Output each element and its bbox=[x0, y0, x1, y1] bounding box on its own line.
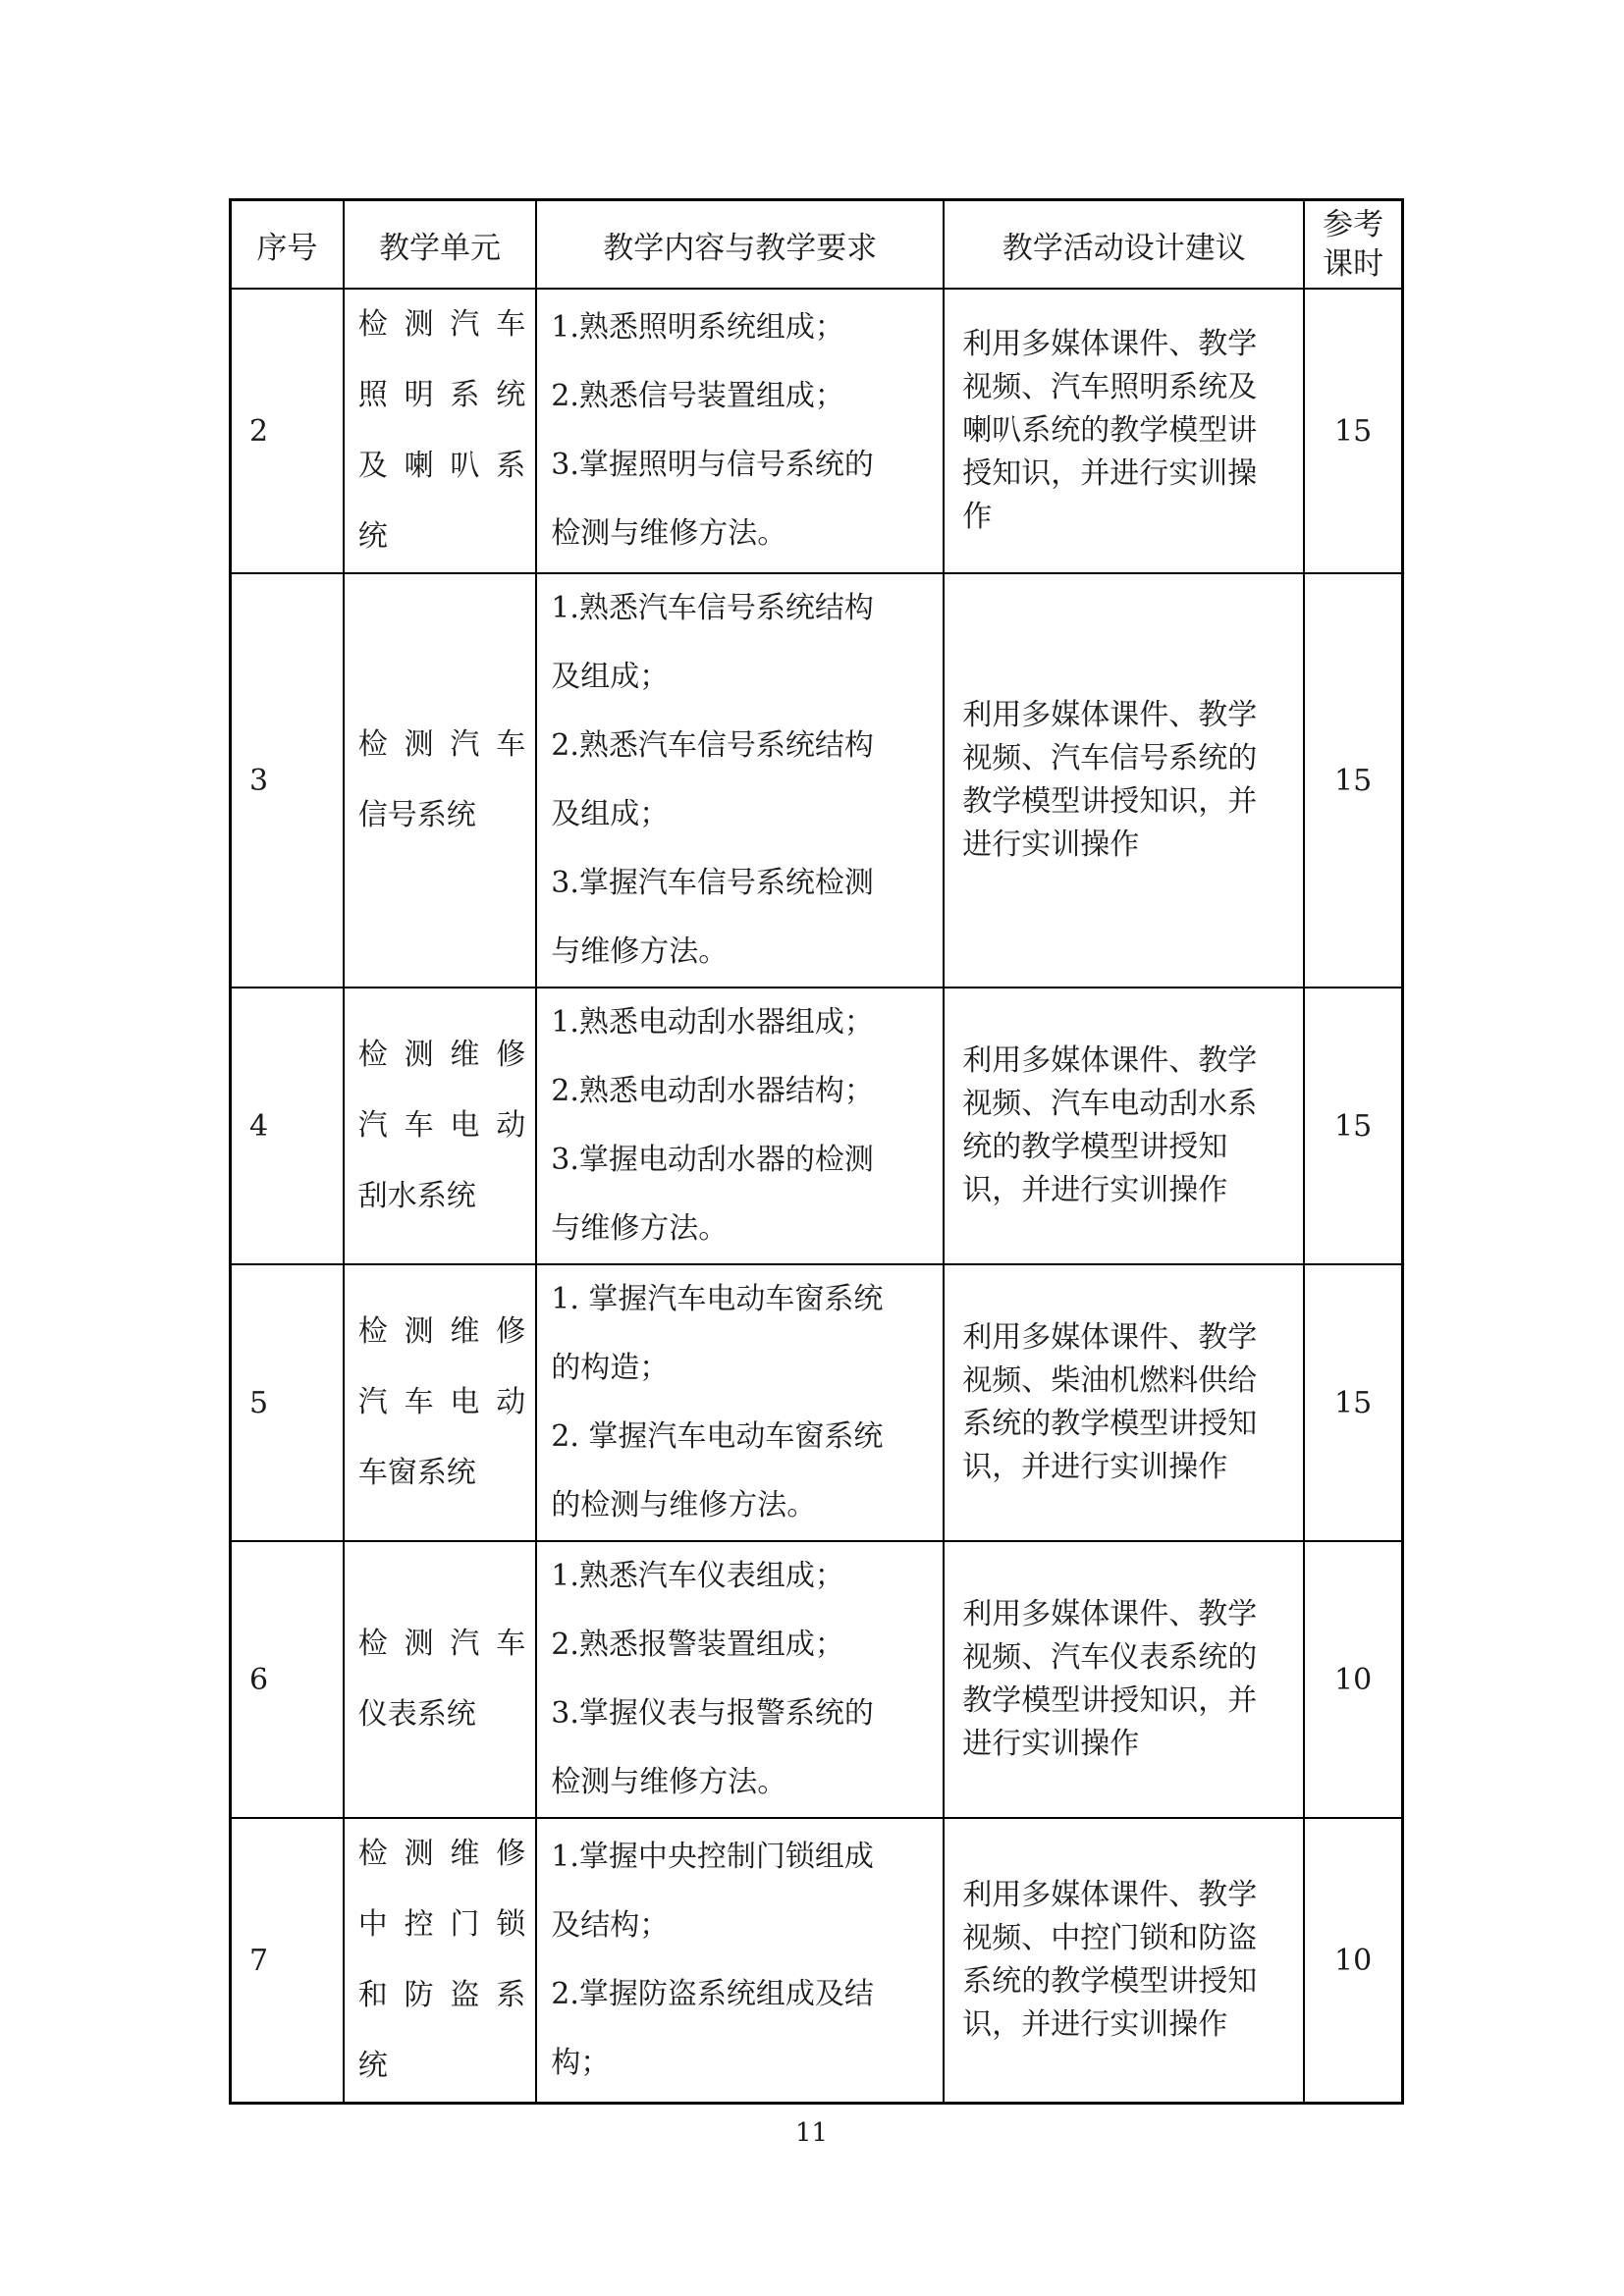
unit-line: 检 测 汽 车 bbox=[357, 307, 526, 342]
content-line: 1.熟悉照明系统组成； bbox=[551, 310, 844, 345]
unit-line: 照 明 系 统 bbox=[357, 378, 526, 412]
activity-line: 识，并进行实训操作 bbox=[962, 1173, 1228, 1207]
content-line: 3.掌握仪表与报警系统的 bbox=[551, 1696, 874, 1731]
teaching-unit bbox=[344, 1818, 536, 2104]
content-line: 3.掌握汽车信号系统检测 bbox=[551, 866, 874, 900]
unit-line: 汽 车 电 动 bbox=[357, 1385, 526, 1419]
table-row bbox=[231, 289, 1403, 573]
unit-line: 及 喇 叭 系 bbox=[357, 449, 526, 483]
teaching-content bbox=[536, 988, 944, 1264]
content-line: 与维修方法。 bbox=[551, 1211, 729, 1246]
reference-hours: 10 bbox=[1304, 1541, 1402, 1818]
row-index: 3 bbox=[231, 573, 344, 988]
activity-line: 视频、汽车电动刮水系 bbox=[962, 1087, 1258, 1121]
activity-line: 系统的教学模型讲授知 bbox=[962, 1407, 1258, 1441]
activity-line: 教学模型讲授知识，并 bbox=[962, 1683, 1258, 1718]
curriculum-table bbox=[229, 198, 1404, 2105]
reference-hours: 15 bbox=[1304, 1264, 1402, 1541]
header-content: 教学内容与教学要求 bbox=[536, 200, 944, 290]
activity-suggestion bbox=[944, 988, 1304, 1264]
header-hours bbox=[1304, 200, 1402, 290]
content-line: 2. 掌握汽车电动车窗系统 bbox=[551, 1419, 884, 1454]
teaching-unit bbox=[344, 289, 536, 573]
table-row bbox=[231, 988, 1403, 1264]
unit-line: 信号系统 bbox=[357, 798, 476, 832]
activity-line: 利用多媒体课件、教学 bbox=[962, 1043, 1258, 1078]
activity-line: 视频、汽车照明系统及 bbox=[962, 370, 1258, 404]
activity-line: 视频、汽车信号系统的 bbox=[962, 741, 1258, 775]
content-line: 2.熟悉报警装置组成； bbox=[551, 1628, 844, 1662]
teaching-content bbox=[536, 1264, 944, 1541]
content-line: 1.熟悉电动刮水器组成； bbox=[551, 1005, 874, 1040]
unit-line: 车窗系统 bbox=[357, 1456, 476, 1490]
reference-hours: 15 bbox=[1304, 573, 1402, 988]
header-hours-label: 参考 课时 bbox=[1323, 207, 1384, 282]
unit-line: 检 测 维 修 bbox=[357, 1038, 526, 1072]
content-line: 的检测与维修方法。 bbox=[551, 1488, 817, 1522]
content-line: 检测与维修方法。 bbox=[551, 1765, 787, 1799]
content-line: 检测与维修方法。 bbox=[551, 516, 787, 551]
unit-line: 中 控 门 锁 bbox=[357, 1907, 526, 1942]
teaching-unit bbox=[344, 988, 536, 1264]
row-index: 2 bbox=[231, 289, 344, 573]
unit-line: 检 测 汽 车 bbox=[357, 1627, 526, 1661]
activity-line: 利用多媒体课件、教学 bbox=[962, 1878, 1258, 1912]
content-line: 与维修方法。 bbox=[551, 934, 729, 969]
table-row bbox=[231, 573, 1403, 988]
unit-line: 检 测 维 修 bbox=[357, 1837, 526, 1871]
content-line: 及组成； bbox=[551, 660, 670, 694]
activity-suggestion bbox=[944, 1264, 1304, 1541]
row-index: 7 bbox=[231, 1818, 344, 2104]
table-row bbox=[231, 1264, 1403, 1541]
activity-line: 识，并进行实训操作 bbox=[962, 2007, 1228, 2042]
content-line: 2.掌握防盗系统组成及结 bbox=[551, 1977, 874, 2011]
activity-line: 进行实训操作 bbox=[962, 828, 1140, 862]
page-number: 11 bbox=[795, 2118, 829, 2148]
activity-line: 统的教学模型讲授知 bbox=[962, 1130, 1228, 1164]
header-row bbox=[231, 200, 1403, 290]
reference-hours: 15 bbox=[1304, 988, 1402, 1264]
activity-line: 利用多媒体课件、教学 bbox=[962, 1597, 1258, 1631]
content-line: 3.掌握电动刮水器的检测 bbox=[551, 1143, 874, 1177]
activity-line: 识，并进行实训操作 bbox=[962, 1450, 1228, 1484]
content-line: 及组成； bbox=[551, 797, 670, 831]
unit-line: 检 测 汽 车 bbox=[357, 727, 526, 762]
unit-line: 和 防 盗 系 bbox=[357, 1978, 526, 2012]
header-activity: 教学活动设计建议 bbox=[944, 200, 1304, 290]
activity-line: 教学模型讲授知识，并 bbox=[962, 784, 1258, 819]
content-line: 构； bbox=[551, 2046, 611, 2080]
content-line: 2.熟悉信号装置组成； bbox=[551, 379, 844, 413]
row-index: 6 bbox=[231, 1541, 344, 1818]
teaching-unit bbox=[344, 573, 536, 988]
activity-suggestion bbox=[944, 289, 1304, 573]
teaching-content bbox=[536, 1818, 944, 2104]
content-line: 的构造； bbox=[551, 1351, 670, 1385]
header-index: 序号 bbox=[231, 200, 344, 290]
row-index: 5 bbox=[231, 1264, 344, 1541]
activity-suggestion bbox=[944, 1818, 1304, 2104]
content-line: 1. 掌握汽车电动车窗系统 bbox=[551, 1282, 884, 1316]
teaching-content bbox=[536, 289, 944, 573]
content-line: 2.熟悉电动刮水器结构； bbox=[551, 1074, 874, 1108]
activity-line: 利用多媒体课件、教学 bbox=[962, 327, 1258, 361]
activity-line: 利用多媒体课件、教学 bbox=[962, 1320, 1258, 1355]
activity-line: 系统的教学模型讲授知 bbox=[962, 1964, 1258, 1999]
activity-line: 作 bbox=[962, 500, 993, 534]
unit-line: 统 bbox=[357, 519, 388, 554]
teaching-content bbox=[536, 1541, 944, 1818]
content-line: 2.熟悉汽车信号系统结构 bbox=[551, 728, 874, 763]
table-row bbox=[231, 1818, 1403, 2104]
unit-line: 刮水系统 bbox=[357, 1179, 476, 1213]
content-line: 1.熟悉汽车信号系统结构 bbox=[551, 591, 874, 625]
table-row bbox=[231, 1541, 1403, 1818]
unit-line: 汽 车 电 动 bbox=[357, 1108, 526, 1143]
row-index: 4 bbox=[231, 988, 344, 1264]
activity-line: 授知识，并进行实训操 bbox=[962, 456, 1258, 491]
activity-line: 利用多媒体课件、教学 bbox=[962, 698, 1258, 732]
content-line: 1.掌握中央控制门锁组成 bbox=[551, 1840, 874, 1874]
activity-suggestion bbox=[944, 1541, 1304, 1818]
reference-hours: 10 bbox=[1304, 1818, 1402, 2104]
activity-line: 喇叭系统的教学模型讲 bbox=[962, 413, 1258, 448]
unit-line: 检 测 维 修 bbox=[357, 1314, 526, 1349]
activity-line: 进行实训操作 bbox=[962, 1727, 1140, 1761]
unit-line: 仪表系统 bbox=[357, 1697, 476, 1732]
content-line: 及结构； bbox=[551, 1908, 670, 1943]
reference-hours: 15 bbox=[1304, 289, 1402, 573]
content-line: 1.熟悉汽车仪表组成； bbox=[551, 1559, 844, 1593]
unit-line: 统 bbox=[357, 2049, 388, 2083]
teaching-unit bbox=[344, 1264, 536, 1541]
teaching-content bbox=[536, 573, 944, 988]
activity-line: 视频、中控门锁和防盗 bbox=[962, 1921, 1258, 1955]
header-unit: 教学单元 bbox=[344, 200, 536, 290]
activity-line: 视频、汽车仪表系统的 bbox=[962, 1640, 1258, 1675]
content-line: 3.掌握照明与信号系统的 bbox=[551, 448, 874, 482]
teaching-unit bbox=[344, 1541, 536, 1818]
activity-suggestion bbox=[944, 573, 1304, 988]
activity-line: 视频、柴油机燃料供给 bbox=[962, 1363, 1258, 1398]
